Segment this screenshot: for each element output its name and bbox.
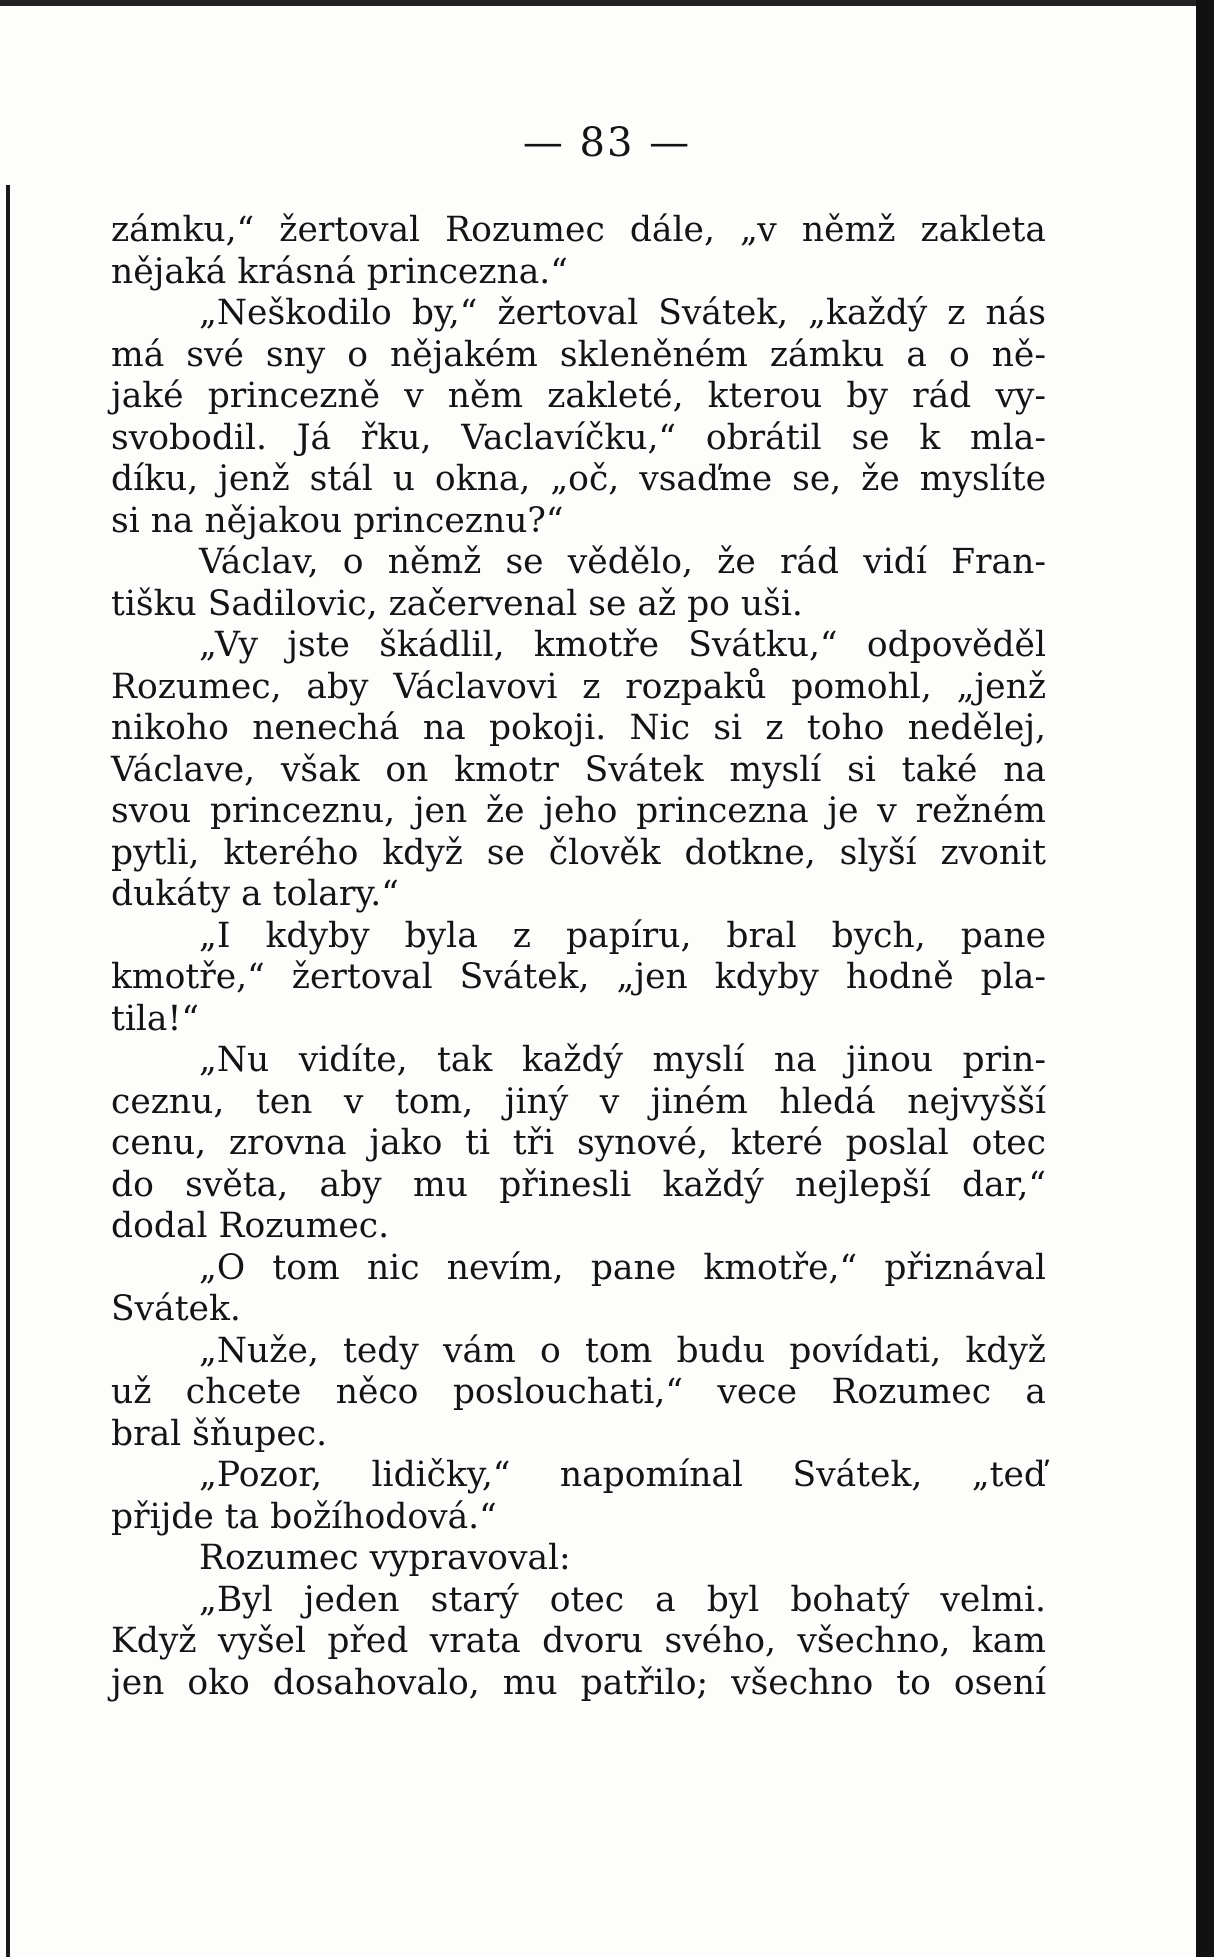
text-line: kmotře,“ žertoval Svátek, „jen kdyby hodně pla- [111,957,1046,997]
text-line: nikoho nenechá na pokoji. Nic si z toho nedělej, [111,708,1046,748]
text-line: jaké princezně v něm zakleté, kterou by rád vy- [111,376,1046,416]
text-line: ceznu, ten v tom, jiný v jiném hledá nejvyšší [111,1081,1046,1122]
text-line: „I kdyby byla z papíru, bral bych, pane [199,915,1046,956]
text-line: už chcete něco poslouchati,“ vece Rozumec a [111,1372,1046,1412]
text-line: „Nuže, tedy vám o tom budu povídati, když [199,1330,1046,1371]
text-line: má své sny o nějakém skleněném zámku a o ně- [111,334,1046,375]
text-line: „Nu vidíte, tak každý myslí na jinou prin- [199,1040,1046,1080]
text-line: cenu, zrovna jako ti tři synové, které poslal otec [111,1123,1046,1163]
text-line: svou princeznu, jen že jeho princezna je v režném [111,791,1046,831]
text-line: „Pozor, lidičky,“ napomínal Svátek, „teď [199,1455,1046,1495]
text-line: Václave, však on kmotr Svátek myslí si také na [111,749,1046,790]
text-line: Svátek. [111,1289,241,1329]
text-line: bral šňupec. [111,1413,328,1454]
body-text [111,210,1046,1704]
text-line: „Neškodilo by,“ žertoval Svátek, „každý z nás [199,293,1046,333]
text-line: „Byl jeden starý otec a byl bohatý velmi. [199,1579,1046,1620]
scan-edge-left [6,185,10,1957]
text-line: tišku Sadilovic, začervenal se až po uši. [111,583,803,624]
text-line: dodal Rozumec. [111,1206,390,1246]
text-line: „Vy jste škádlil, kmotře Svátku,“ odpověděl [199,625,1046,665]
text-line: díku, jenž stál u okna, „oč, vsaďme se, že myslíte [111,459,1046,499]
text-line: do světa, aby mu přinesli každý nejlepší dar,“ [111,1164,1046,1205]
text-line: Václav, o němž se vědělo, že rád vidí Fran- [199,542,1046,582]
text-line: svobodil. Já řku, Vaclavíčku,“ obrátil se k mla- [111,417,1046,458]
scan-edge-right [1196,0,1214,1957]
text-line: Rozumec vypravoval: [199,1538,571,1578]
text-line: jen oko dosahovalo, mu patřilo; všechno to osení [111,1662,1046,1703]
text-line: dukáty a tolary.“ [111,874,399,914]
scan-edge-top [0,0,1214,6]
page-number: — 83 — [522,120,692,166]
text-line: Rozumec, aby Václavovi z rozpaků pomohl, „jenž [111,666,1046,707]
text-line: si na nějakou princeznu?“ [111,500,564,541]
text-line: Když vyšel před vrata dvoru svého, všechno, kam [111,1621,1046,1661]
text-line: „O tom nic nevím, pane kmotře,“ přiznával [199,1247,1046,1288]
text-line: přijde ta božíhodová.“ [111,1496,497,1537]
text-line: nějaká krásná princezna.“ [111,251,568,292]
text-line: pytli, kterého když se člověk dotkne, slyší zvonit [111,832,1046,873]
text-line: zámku,“ žertoval Rozumec dále, „v němž zakleta [111,210,1046,250]
text-line: tila!“ [111,998,200,1039]
